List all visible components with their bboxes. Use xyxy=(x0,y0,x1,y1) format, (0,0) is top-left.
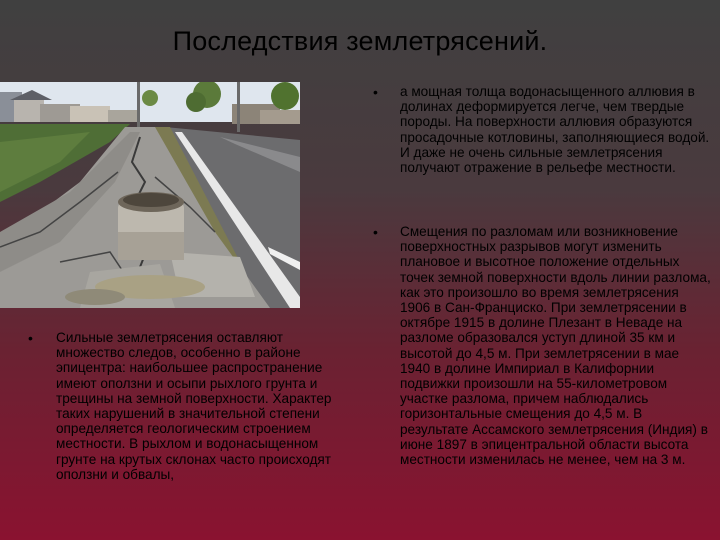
right-paragraph-2: Смещения по разломам или возникновение поверхностных разрывов могут изменить плановое и высотное положение отдельных точек земной поверхности вдоль линии разлома, как это произошло во время землетрясения 1906 в Сан-Франциско. При землетрясении в октябре 1915 в долине Плезант в Неваде на разломе образовался уступ длиной 35 км и высотой до 4,5 м. При землетрясении в мае 1940 в долине Импириал в Калифорнии подвижки произошли на 55-километровом участке разлома, причем наблюдались горизонтальные смещения до 4,5 м. В результате Ассамского землетрясения (Индия) в июне 1897 в эпицентральной области высота местности изменилась не менее, чем на 3 м. xyxy=(400,224,711,468)
left-paragraph: Сильные землетрясения оставляют множество следов, особенно в районе эпицентра: наибольшее распространение имеют оползни и осыпи рыхлого грунта и трещины на земной поверхности. Характер таких нарушений в значительной степени определяется геологическим строением местности. В рыхлом и водонасыщенном грунте на крутых склонах часто происходят оползни и обвалы, xyxy=(56,330,332,482)
bullet-marker: • xyxy=(373,84,378,100)
bullet-marker: • xyxy=(28,330,33,346)
slide-title: Последствия землетрясений. xyxy=(172,26,548,56)
bullet-marker: • xyxy=(373,224,378,240)
right-paragraph-1: а мощная толща водонасыщенного аллювия в долинах деформируется легче, чем твердые породы. На поверхности аллювия образуются просадочные котловины, заполняющиеся водой. И даже не очень сильные землетрясения получают отражение в рельефе местности. xyxy=(400,84,710,176)
earthquake-damage-photo xyxy=(0,82,300,308)
